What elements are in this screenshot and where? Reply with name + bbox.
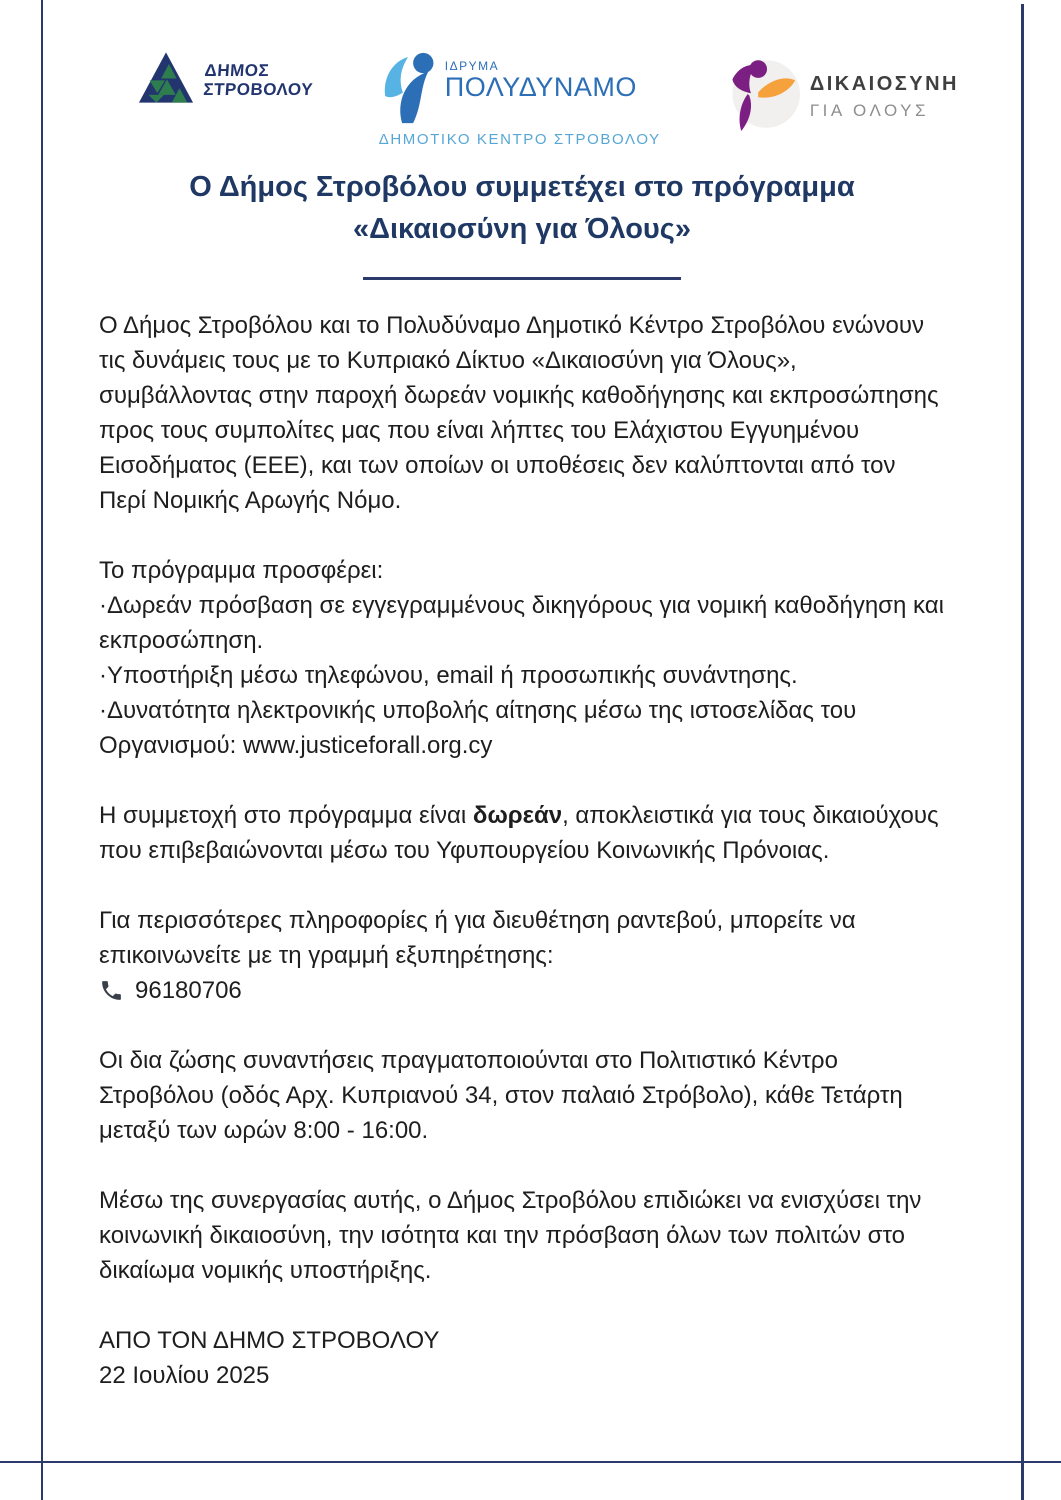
phone-number: 96180706: [135, 977, 242, 1004]
contact-paragraph: Για περισσότερες πληροφορίες ή για διευθέτηση ραντεβού, μπορείτε να επικοινωνείτε με τη γραμμή εξυπηρέτησης:: [99, 907, 856, 969]
participation-text-after: , αποκλειστικά για τους δικαιούχους που επιβεβαιώνονται μέσω του Υφυπουργείου Κοινωνικής Πρόνοιας.: [99, 802, 939, 864]
offer-item: ·Δωρεάν πρόσβαση σε εγγεγραμμένους δικηγόρους για νομική καθοδήγηση και εκπροσώπηση.: [99, 592, 944, 654]
page-title-line1: Ο Δήμος Στροβόλου συμμετέχει στο πρόγραμμα: [189, 171, 855, 203]
polydynamo-logo-line1: ΙΔΡΥΜΑ: [444, 59, 500, 73]
strovolos-logo-line1: ΔΗΜΟΣ: [204, 61, 270, 80]
polydynamo-logo-line2: ΠΟΛΥΔΥΝΑΜΟ: [444, 72, 637, 102]
page-title-line2: «Δικαιοσύνη για Όλους»: [352, 213, 692, 245]
intro-paragraph: Ο Δήμος Στροβόλου και το Πολυδύναμο Δημοτικό Κέντρο Στροβόλου ενώνουν τις δυνάμεις τους με το Κυπριακό Δίκτυο «Δικαιοσύνη για Όλους», συμβάλλοντας στην παροχή δωρεάν νομικής καθοδήγησης και εκπροσώπησης προς τους συμπολίτες μας που είναι λήπτες του Ελάχιστου Εγγυημένου Εισοδήματος (ΕΕΕ), και των οποίων οι υποθέσεις δεν καλύπτονται από τον Περί Νομικής Αρωγής Νόμο.: [99, 312, 939, 514]
polydynamo-logo-line3: ΔΗΜΟΤΙΚΟ ΚΕΝΤΡΟ ΣΤΡΟΒΟΛΟΥ: [378, 131, 661, 148]
left-border-rule: [41, 0, 43, 1500]
bottom-border-rule: [0, 1461, 1061, 1463]
meetings-paragraph: Οι δια ζώσης συναντήσεις πραγματοποιούνται στο Πολιτιστικό Κέντρο Στροβόλου (οδός Αρχ. Κυπριανού 34, στον παλαιό Στρόβολο), κάθε Τετάρτη μεταξύ των ωρών 8:00 - 16:00.: [99, 1047, 903, 1144]
program-offers-section: [99, 553, 945, 763]
document-content: [99, 0, 959, 1393]
justice-figure-icon: [726, 54, 800, 139]
offer-item: ·Δυνατότητα ηλεκτρονικής υποβολής αίτησης μέσω της ιστοσελίδας του Οργανισμού: www.justiceforall.org.cy: [99, 697, 857, 759]
polydynamo-logo-top: [379, 52, 661, 129]
offers-heading: Το πρόγραμμα προσφέρει:: [99, 557, 384, 584]
justice-for-all-logo: [726, 54, 959, 139]
cooperation-paragraph: Μέσω της συνεργασίας αυτής, ο Δήμος Στροβόλου επιδιώκει να ενισχύσει την κοινωνική δικαιοσύνη, την ισότητα και την πρόσβαση όλων των πολιτών στο δικαίωμα νομικής υποστήριξης.: [99, 1187, 922, 1284]
footer-block: [99, 1323, 945, 1393]
polydynamo-figure-icon: [379, 52, 443, 129]
participation-text-before: Η συμμετοχή στο πρόγραμμα είναι: [99, 802, 473, 829]
polydynamo-logo-names: [445, 60, 637, 101]
footer-from: ΑΠΟ ΤΟΝ ΔΗΜΟ ΣΤΡΟΒΟΛΟΥ: [99, 1327, 440, 1354]
strovolos-logo-text: [203, 61, 315, 99]
logo-header: [99, 44, 959, 148]
participation-paragraph: [99, 798, 945, 868]
right-border-rule: [1021, 4, 1024, 1500]
page-title: [99, 166, 945, 250]
polydynamo-foundation-logo: [379, 52, 661, 148]
justice-logo-line1: ΔΙΚΑΙΟΣΥΝΗ: [809, 72, 959, 95]
contact-section: [99, 903, 945, 1008]
footer-date: 22 Ιουλίου 2025: [99, 1362, 270, 1389]
justice-logo-text: [810, 73, 959, 121]
justice-logo-line2: ΓΙΑ ΟΛΟΥΣ: [809, 100, 929, 120]
strovolos-triangle-icon: [137, 50, 195, 110]
phone-icon: [99, 978, 124, 1003]
title-divider: [363, 277, 681, 280]
free-emphasis: δωρεάν: [472, 802, 563, 829]
strovolos-municipality-logo: [137, 50, 314, 110]
strovolos-logo-line2: ΣΤΡΟΒΟΛΟΥ: [202, 80, 314, 99]
offer-item: ·Υποστήριξη μέσω τηλεφώνου, email ή προσωπικής συνάντησης.: [99, 662, 798, 689]
phone-line: [99, 973, 945, 1008]
